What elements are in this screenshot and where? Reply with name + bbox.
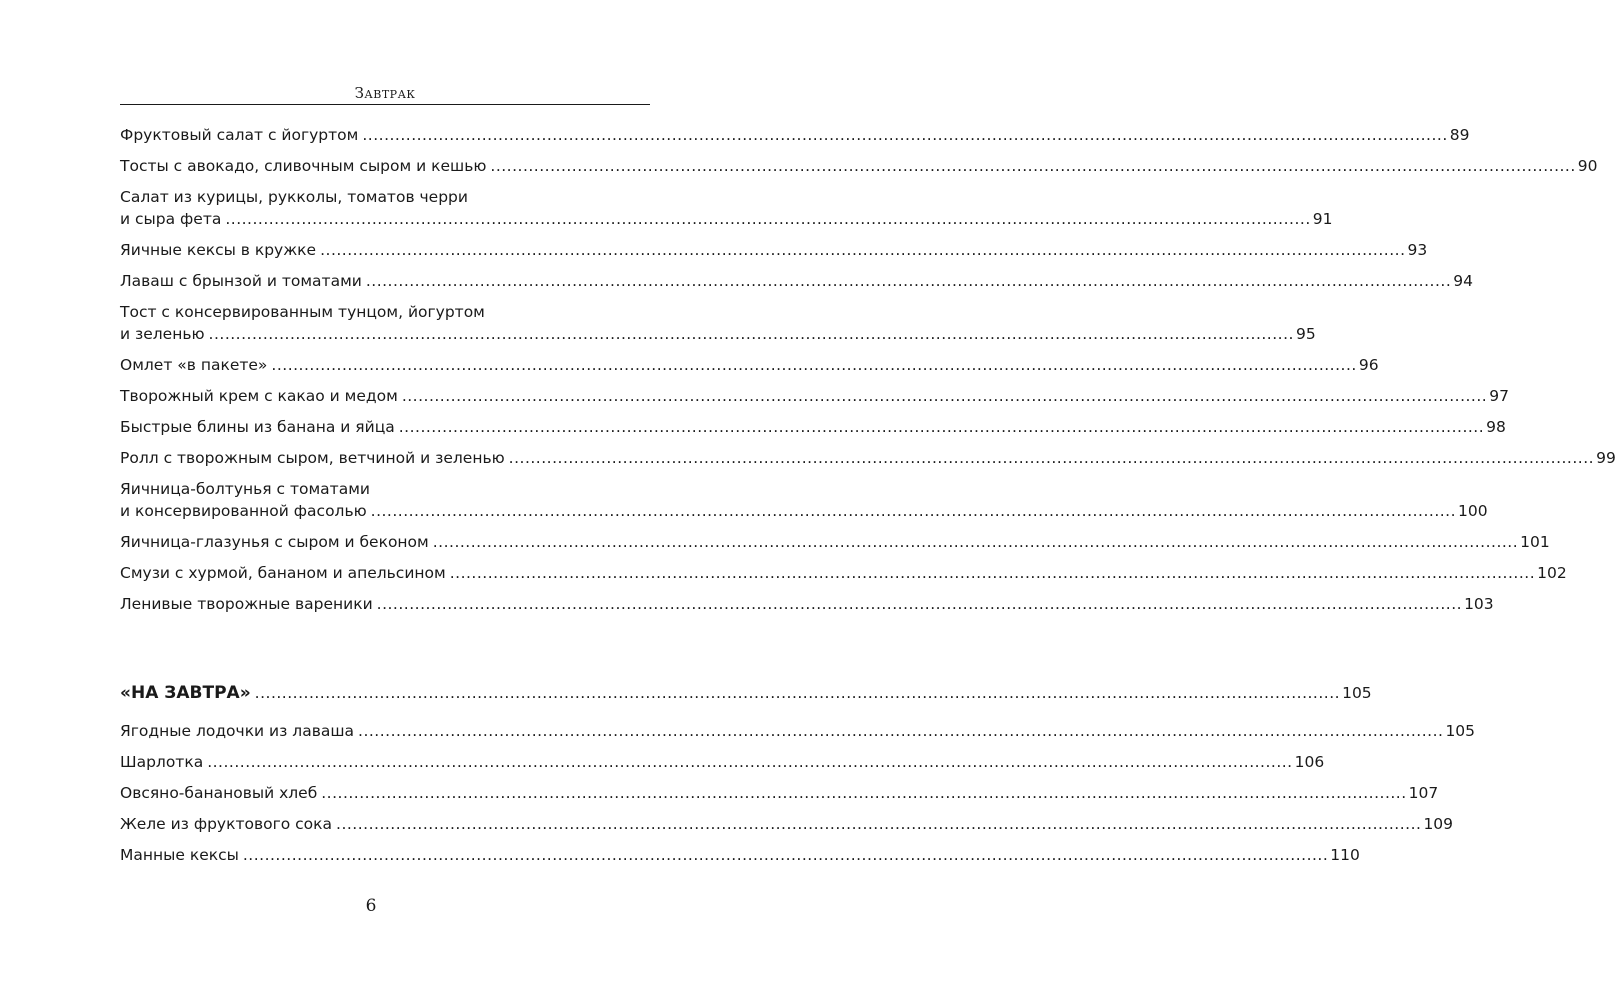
dot-leader: ........................................................................................................................................................................................................: [370, 502, 1457, 520]
toc-entry[interactable]: [120, 270, 1473, 292]
toc-entry[interactable]: [120, 720, 1476, 742]
toc-entry-title: и зеленью: [120, 325, 205, 343]
toc-entry-title: Яичные кексы в кружке: [120, 241, 317, 259]
toc-page-number: 98: [1486, 418, 1506, 436]
toc-page-number: 99: [1596, 449, 1616, 467]
dot-leader: ........................................................................................................................................................................................................: [208, 325, 1294, 343]
toc-entry-title: Смузи с хурмой, бананом и апельсином: [120, 564, 446, 582]
toc-entry-title: Яичница-глазунья с сыром и беконом: [120, 533, 429, 551]
toc-entry-title: Творожный крем с какао и медом: [120, 387, 398, 405]
toc-entry[interactable]: [120, 124, 1470, 146]
dot-leader: ........................................................................................................................................................................................................: [242, 846, 1329, 864]
toc-page-number: 106: [1294, 753, 1325, 771]
dot-leader: ........................................................................................................................................................................................................: [376, 595, 1463, 613]
toc-section-heading[interactable]: [120, 682, 1372, 704]
dot-leader: ........................................................................................................................................................................................................: [362, 126, 1448, 144]
toc-entry[interactable]: [120, 447, 1616, 469]
toc-entry-title-line: Тост с консервированным тунцом, йогуртом: [120, 303, 485, 321]
toc-entry-row: [120, 208, 1333, 230]
toc-entry-row: [120, 239, 1428, 261]
toc-entry-row: [120, 155, 1598, 177]
toc-entry-row: [120, 354, 1379, 376]
header-rule: [120, 104, 650, 105]
toc-entry[interactable]: [120, 562, 1567, 584]
section-title: «НА ЗАВТРА»: [120, 683, 251, 703]
toc-page-number: 102: [1537, 564, 1567, 582]
toc-entry[interactable]: [120, 844, 1360, 866]
toc-entry[interactable]: [120, 416, 1506, 438]
dot-leader: ........................................................................................................................................................................................................: [508, 449, 1595, 467]
toc-entry-title: Овсяно-банановый хлеб: [120, 784, 318, 802]
toc-entry-row: [120, 593, 1494, 615]
toc-section: [120, 682, 1476, 875]
toc-entry-row: [120, 751, 1325, 773]
page-number: 6: [365, 896, 377, 916]
toc-entry[interactable]: [120, 813, 1454, 835]
toc-entry-title: Тосты с авокадо, сливочным сыром и кешью: [120, 157, 487, 175]
dot-leader: ........................................................................................................................................................................................................: [432, 533, 1519, 551]
dot-leader: ........................................................................................................................................................................................................: [336, 815, 1422, 833]
toc-entry-row: [120, 844, 1360, 866]
toc-page-number: 97: [1489, 387, 1509, 405]
toc-entry-title: Ленивые творожные вареники: [120, 595, 373, 613]
dot-leader: ........................................................................................................................................................................................................: [358, 722, 1444, 740]
toc-entry[interactable]: [120, 531, 1550, 553]
toc-page-number: 89: [1449, 126, 1470, 144]
toc-entry-title: Фруктовый салат с йогуртом: [120, 126, 359, 144]
toc-entry-title-line: Яичница-болтунья с томатами: [120, 480, 370, 498]
toc-entry[interactable]: [120, 593, 1494, 615]
toc-entry-title: Лаваш с брынзой и томатами: [120, 272, 362, 290]
toc-entry-title: Шарлотка: [120, 753, 204, 771]
toc-entry-row: [120, 270, 1473, 292]
dot-leader: ........................................................................................................................................................................................................: [398, 418, 1485, 436]
toc-entry[interactable]: [120, 155, 1598, 177]
toc-entry-title: и сыра фета: [120, 210, 222, 228]
toc-entry-row: [120, 500, 1488, 522]
dot-leader: ........................................................................................................................................................................................................: [225, 210, 1311, 228]
toc-page-number: 110: [1330, 846, 1360, 864]
toc-entry-row: [120, 562, 1567, 584]
toc-entry-row: [120, 323, 1316, 345]
dot-leader: ........................................................................................................................................................................................................: [320, 241, 1406, 259]
toc-entry-title: Ролл с творожным сыром, ветчиной и зеленью: [120, 449, 505, 467]
toc-entry-row: [120, 124, 1470, 146]
toc-entry[interactable]: [120, 751, 1325, 773]
toc-entry[interactable]: [120, 239, 1428, 261]
toc-page-number: 101: [1520, 533, 1550, 551]
toc-page-number: 93: [1407, 241, 1428, 259]
toc-entry[interactable]: [120, 385, 1509, 407]
toc-entry[interactable]: [120, 782, 1439, 804]
toc-page-number: 109: [1423, 815, 1454, 833]
toc-page-number: 91: [1312, 210, 1333, 228]
toc-entry[interactable]: [120, 301, 1316, 345]
dot-leader: ........................................................................................................................................................................................................: [271, 356, 1357, 374]
toc-entry-title-line: Салат из курицы, рукколы, томатов черри: [120, 188, 468, 206]
toc-page-number: 103: [1464, 595, 1494, 613]
dot-leader: ........................................................................................................................................................................................................: [490, 157, 1576, 175]
toc-page-number: 94: [1453, 272, 1473, 290]
toc-page-number: 105: [1445, 722, 1476, 740]
toc-entry-row: [120, 531, 1550, 553]
toc-page-number: 107: [1408, 784, 1439, 802]
toc-entry-title: Омлет «в пакете»: [120, 356, 268, 374]
toc-entry-row: [120, 782, 1439, 804]
dot-leader: ........................................................................................................................................................................................................: [365, 272, 1452, 290]
dot-leader: ........................................................................................................................................................................................................: [321, 784, 1407, 802]
toc-entry-title: Быстрые блины из банана и яйца: [120, 418, 395, 436]
dot-leader: ........................................................................................................................................................................................................: [401, 387, 1488, 405]
toc-entry-row: [120, 720, 1476, 742]
toc-entry-title: Ягодные лодочки из лаваша: [120, 722, 355, 740]
dot-leader: ........................................................................................................................................................................................................: [254, 684, 1341, 702]
dot-leader: ........................................................................................................................................................................................................: [449, 564, 1536, 582]
toc-entry-title: Манные кексы: [120, 846, 239, 864]
dot-leader: ........................................................................................................................................................................................................: [207, 753, 1293, 771]
toc-page-number: 100: [1458, 502, 1488, 520]
toc-entry-row: [120, 385, 1509, 407]
toc-page-number: 96: [1358, 356, 1379, 374]
toc-page-number: 90: [1577, 157, 1598, 175]
toc-list: [120, 124, 1616, 624]
toc-entry[interactable]: [120, 354, 1379, 376]
toc-entry-row: [120, 416, 1506, 438]
section-page-number: 105: [1342, 684, 1372, 702]
toc-entry-row: [120, 447, 1616, 469]
toc-entry-row: [120, 813, 1454, 835]
toc-page-number: 95: [1295, 325, 1316, 343]
toc-entry-title: Желе из фруктового сока: [120, 815, 333, 833]
toc-entry[interactable]: [120, 186, 1333, 230]
toc-entry[interactable]: [120, 478, 1488, 522]
running-head: Завтрак: [354, 84, 416, 102]
toc-entry-title: и консервированной фасолью: [120, 502, 367, 520]
toc-list-2: [120, 720, 1476, 866]
